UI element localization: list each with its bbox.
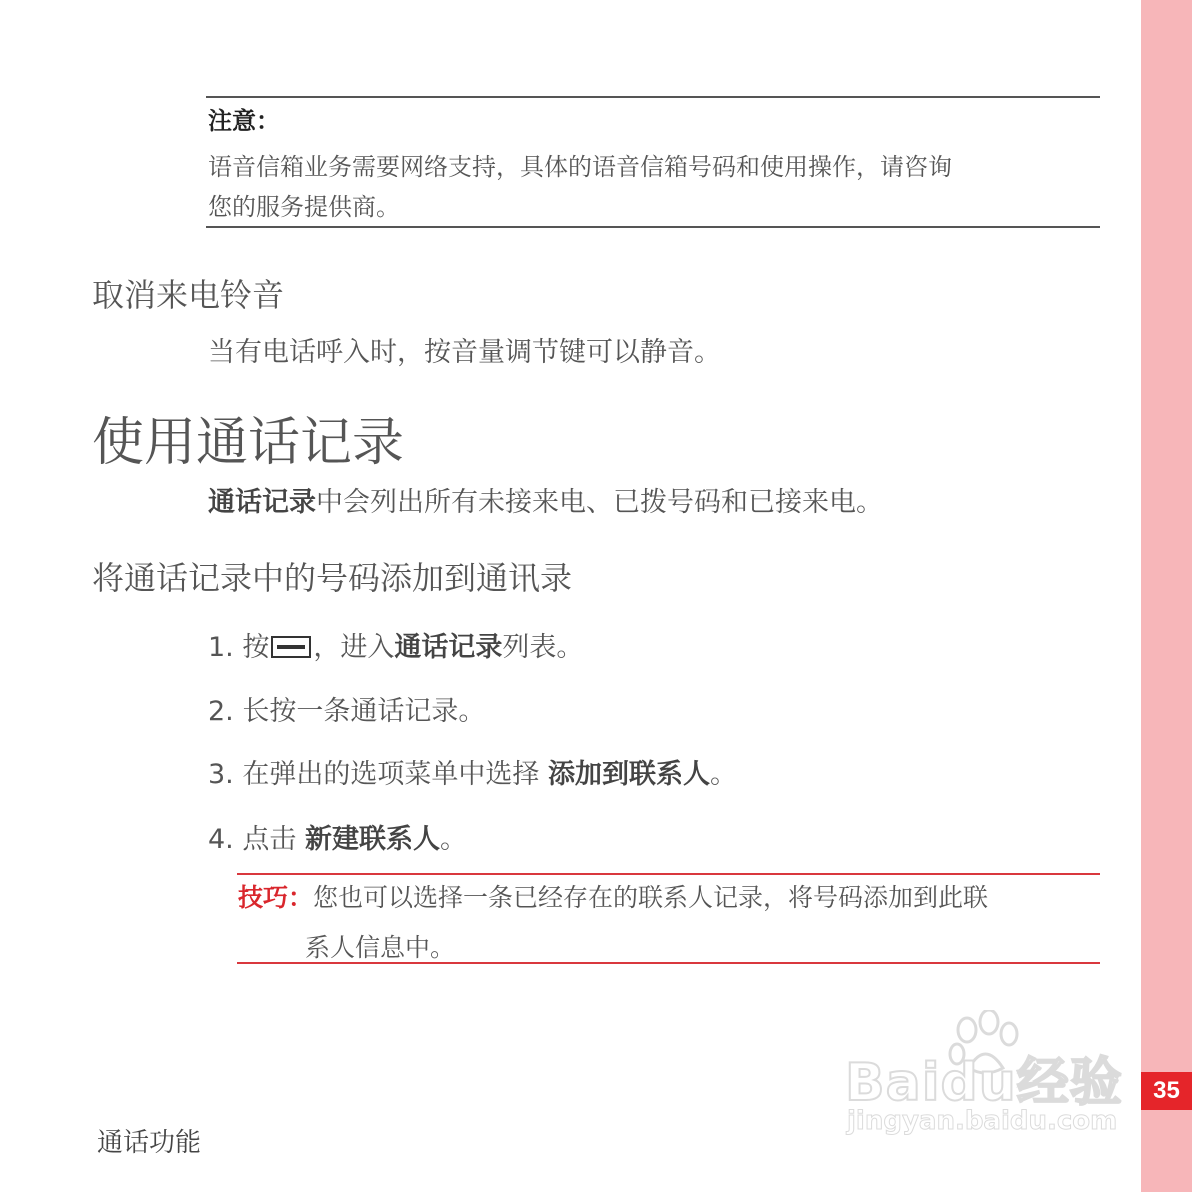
tip-line-2: 系人信息中。 <box>305 933 456 962</box>
step-text: 。 <box>439 824 467 855</box>
tip-top-rule <box>237 873 1100 875</box>
note-body <box>208 147 1088 227</box>
note-top-rule <box>206 96 1100 98</box>
chapter-footer: 通话功能 <box>97 1128 202 1158</box>
step-text: 按 <box>242 632 270 663</box>
watermark-logo: Baidu经验 <box>845 1053 1123 1113</box>
step-text: 。 <box>709 759 737 790</box>
note-title: 注意： <box>208 107 280 135</box>
note-bottom-rule <box>206 226 1100 228</box>
step-2 <box>208 689 485 728</box>
page-number-badge: 35 <box>1141 1072 1192 1110</box>
tip-bottom-rule <box>237 962 1100 964</box>
step-number: 2. <box>208 696 234 727</box>
tip-label: 技巧： <box>238 883 314 912</box>
section-heading-add-to-contacts: 将通话记录中的号码添加到通讯录 <box>92 559 573 597</box>
step-text: 列表。 <box>502 632 584 663</box>
tip-text-1: 您也可以选择一条已经存在的联系人记录，将号码添加到此联 <box>313 883 989 912</box>
section-body-cancel-ringtone: 当有电话呼入时，按音量调节键可以静音。 <box>208 337 721 368</box>
step-bold-term: 新建联系人 <box>304 824 440 855</box>
side-tab-strip <box>1141 0 1192 1192</box>
step-bold-term: 添加到联系人 <box>547 759 710 790</box>
note-line-2: 您的服务提供商。 <box>208 193 400 221</box>
step-bold-term: 通话记录 <box>394 632 503 663</box>
call-log-description: 中会列出所有未接来电、已拨号码和已接来电。 <box>316 487 883 518</box>
step-text: 点击 <box>242 824 305 855</box>
baidu-watermark <box>845 1010 1135 1150</box>
section-heading-cancel-ringtone: 取消来电铃音 <box>92 276 285 314</box>
step-text: 长按一条通话记录。 <box>242 696 486 727</box>
step-text: 在弹出的选项菜单中选择 <box>242 759 548 790</box>
step-number: 1. <box>208 632 234 663</box>
step-number: 4. <box>208 824 234 855</box>
step-3 <box>208 752 737 791</box>
phone-key-icon <box>271 636 311 658</box>
watermark-url: jingyan.baidu.com <box>847 1106 1118 1136</box>
note-line-1: 语音信箱业务需要网络支持，具体的语音信箱号码和使用操作，请咨询 <box>208 153 952 181</box>
tip-line-1 <box>238 878 988 914</box>
section-body-call-log <box>208 480 883 519</box>
step-1 <box>208 625 583 664</box>
step-4 <box>208 817 467 856</box>
section-heading-call-log: 使用通话记录 <box>92 413 405 473</box>
step-number: 3. <box>208 759 234 790</box>
step-text: ，进入 <box>313 632 395 663</box>
call-log-term: 通话记录 <box>208 487 316 518</box>
